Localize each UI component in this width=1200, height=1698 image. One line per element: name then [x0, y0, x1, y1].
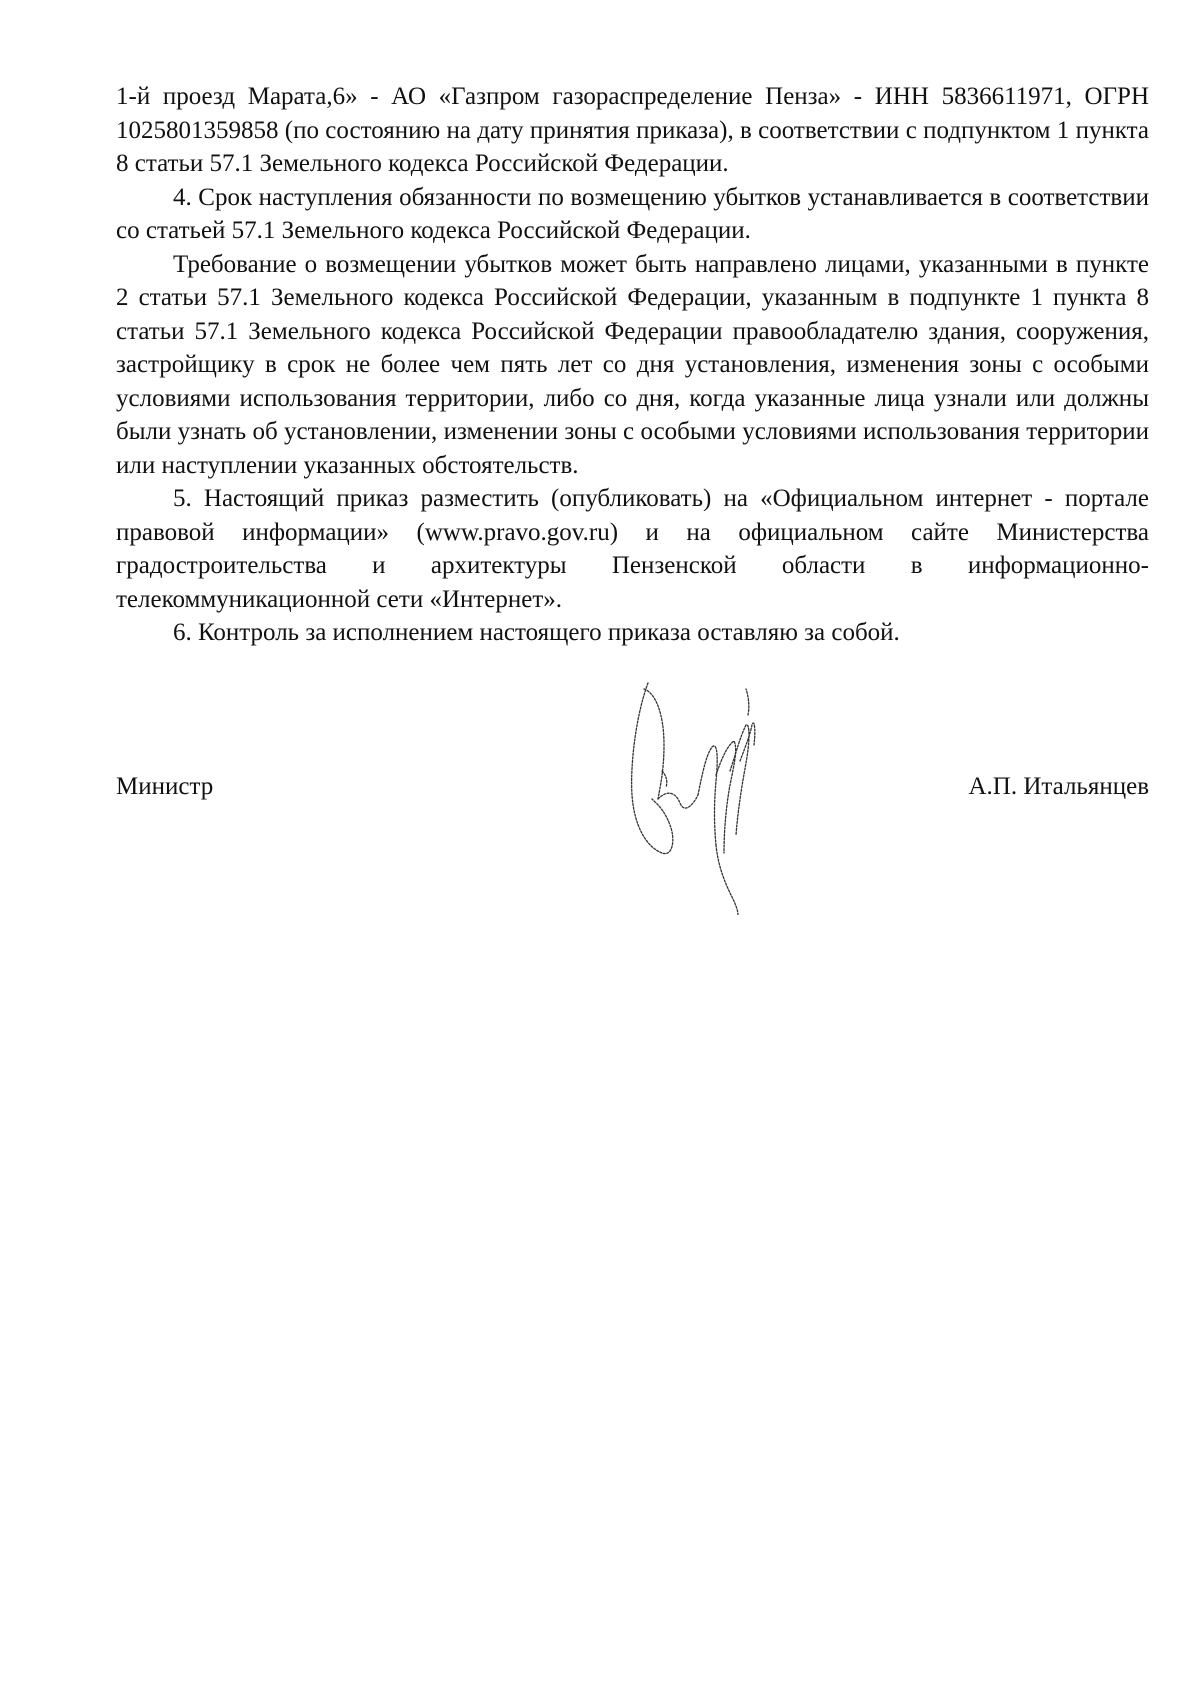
paragraph-address-continuation: 1-й проезд Марата,6» - АО «Газпром газораспределение Пенза» - ИНН 5836611971, ОГРН 1025801359858 (по состоянию на дату принятия приказа), в соответствии с подпунктом 1 пункта 8 статьи 57.1 Земельного кодекса Российской Федерации. — [116, 83, 1149, 177]
paragraph-item-4: 4. Срок наступления обязанности по возмещению убытков устанавливается в соответствии со статьей 57.1 Земельного кодекса Российской Федерации. — [116, 183, 1149, 244]
paragraph-item-5: 5. Настоящий приказ разместить (опубликовать) на «Официальном интернет - портале правовой информации» (www.pravo.gov.ru) и на официальном сайте Министерства градостроительства и архитектуры Пензенской области в информационно-телекоммуникационной сети «Интернет». — [116, 485, 1149, 613]
signature-block — [116, 770, 1149, 810]
paragraph-claim-requirement: Требование о возмещении убытков может быть направлено лицами, указанными в пункте 2 статьи 57.1 Земельного кодекса Российской Федерации, указанным в подпункте 1 пункта 8 статьи 57.1 Земельного кодекса Российской Федерации правообладателю здания, сооружения, застройщику в срок не более чем пять лет со дня установления, изменения зоны с особыми условиями использования территории, либо со дня, когда указанные лица узнали или должны были узнать об установлении, изменении зоны с особыми условиями использования территории или наступлении указанных обстоятельств. — [116, 250, 1149, 479]
signer-name: А.П. Итальянцев — [968, 773, 1149, 800]
paragraph-item-6: 6. Контроль за исполнением настоящего приказа оставляю за собой. — [173, 619, 900, 646]
document-body — [116, 80, 1149, 650]
signer-position: Министр — [116, 773, 214, 800]
